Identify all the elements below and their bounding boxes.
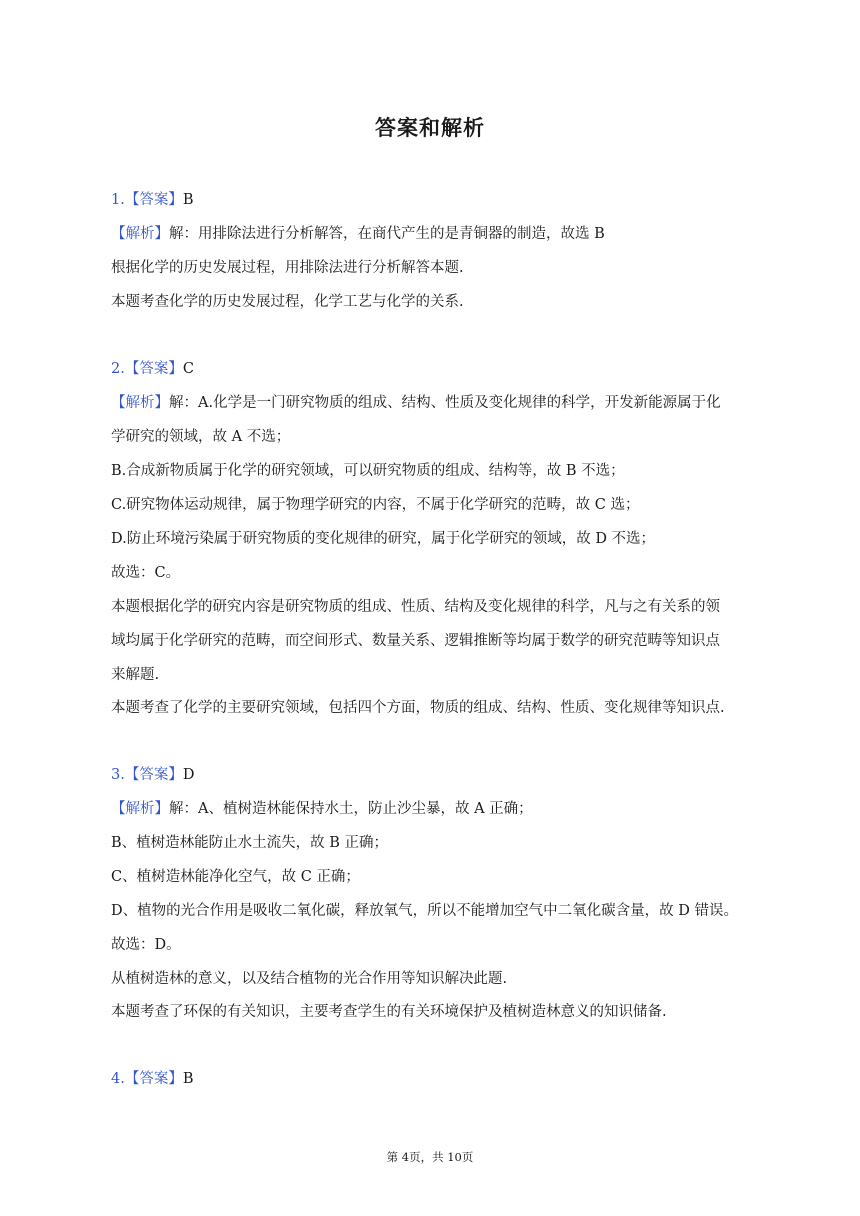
q2-analysis-text: 解：A.化学是一门研究物质的组成、结构、性质及变化规律的科学，开发新能源属于化: [169, 395, 721, 411]
q4-answer-line: [111, 1069, 194, 1089]
q4-number: 4.: [111, 1071, 125, 1087]
q2-text-line: C.研究物体运动规律，属于物理学研究的内容，不属于化学研究的范畴，故 C 选；: [111, 497, 640, 513]
q1-answer-value: B: [182, 192, 194, 208]
q4-answer-value: B: [182, 1071, 194, 1087]
q3-text-line: 本题考查了环保的有关知识，主要考查学生的有关环境保护及植树造林意义的知识储备.: [111, 1004, 667, 1020]
q1-answer-tag: 【答案】: [124, 192, 183, 208]
q1-analysis-tag: 【解析】: [111, 226, 169, 242]
q2-analysis-line: [111, 393, 721, 413]
q2-text-line: 学研究的领域，故 A 不选；: [111, 429, 291, 445]
q1-text-line: 根据化学的历史发展过程，用排除法进行分析解答本题.: [111, 260, 464, 276]
q2-text-line: 来解题.: [111, 667, 160, 683]
q2-text-line: B.合成新物质属于化学的研究领域，可以研究物质的组成、结构等，故 B 不选；: [111, 463, 625, 479]
q2-number: 2.: [111, 361, 125, 377]
q2-answer-value: C: [182, 361, 194, 377]
q1-answer-line: [111, 190, 194, 210]
q3-analysis-text: 解：A、植树造林能保持水土，防止沙尘暴，故 A 正确；: [169, 801, 533, 817]
q2-analysis-tag: 【解析】: [111, 395, 169, 411]
q2-text-line: 本题考查了化学的主要研究领域，包括四个方面，物质的组成、结构、性质、变化规律等知识点.: [111, 700, 725, 716]
q1-analysis-text: 解：用排除法进行分析解答，在商代产生的是青铜器的制造，故选 B: [169, 226, 605, 242]
q3-answer-tag: 【答案】: [124, 767, 183, 783]
q3-number: 3.: [111, 767, 125, 783]
q3-text-line: B、植树造林能防止水土流失，故 B 正确；: [111, 835, 389, 851]
q2-text-line: D.防止环境污染属于研究物质的变化规律的研究，属于化学研究的领域，故 D 不选；: [111, 531, 656, 547]
page-title: 答案和解析: [375, 116, 485, 140]
q2-text-line: 本题根据化学的研究内容是研究物质的组成、性质、结构及变化规律的科学，凡与之有关系的领: [111, 599, 720, 615]
q1-number: 1.: [111, 192, 125, 208]
q3-text-line: 故选：D。: [111, 937, 181, 953]
q3-text-line: C、植树造林能净化空气，故 C 正确；: [111, 869, 360, 885]
q3-answer-value: D: [182, 767, 195, 783]
q2-text-line: 域均属于化学研究的范畴，而空间形式、数量关系、逻辑推断等均属于数学的研究范畴等知识点: [111, 633, 720, 649]
q4-answer-tag: 【答案】: [124, 1071, 183, 1087]
q1-text-line: 本题考查化学的历史发展过程，化学工艺与化学的关系.: [111, 294, 464, 310]
q2-text-line: 故选：C。: [111, 565, 181, 581]
q3-text-line: 从植树造林的意义，以及结合植物的光合作用等知识解决此题.: [111, 971, 508, 987]
page-footer: 第 4页，共 10页: [386, 1150, 474, 1164]
q2-answer-tag: 【答案】: [124, 361, 183, 377]
q1-analysis-line: [111, 224, 605, 244]
q3-text-line: D、植物的光合作用是吸收二氧化碳，释放氧气，所以不能增加空气中二氧化碳含量，故 D 错误。: [111, 903, 738, 919]
q3-analysis-line: [111, 799, 533, 819]
q2-answer-line: [111, 359, 194, 379]
q3-answer-line: [111, 765, 194, 785]
q3-analysis-tag: 【解析】: [111, 801, 169, 817]
